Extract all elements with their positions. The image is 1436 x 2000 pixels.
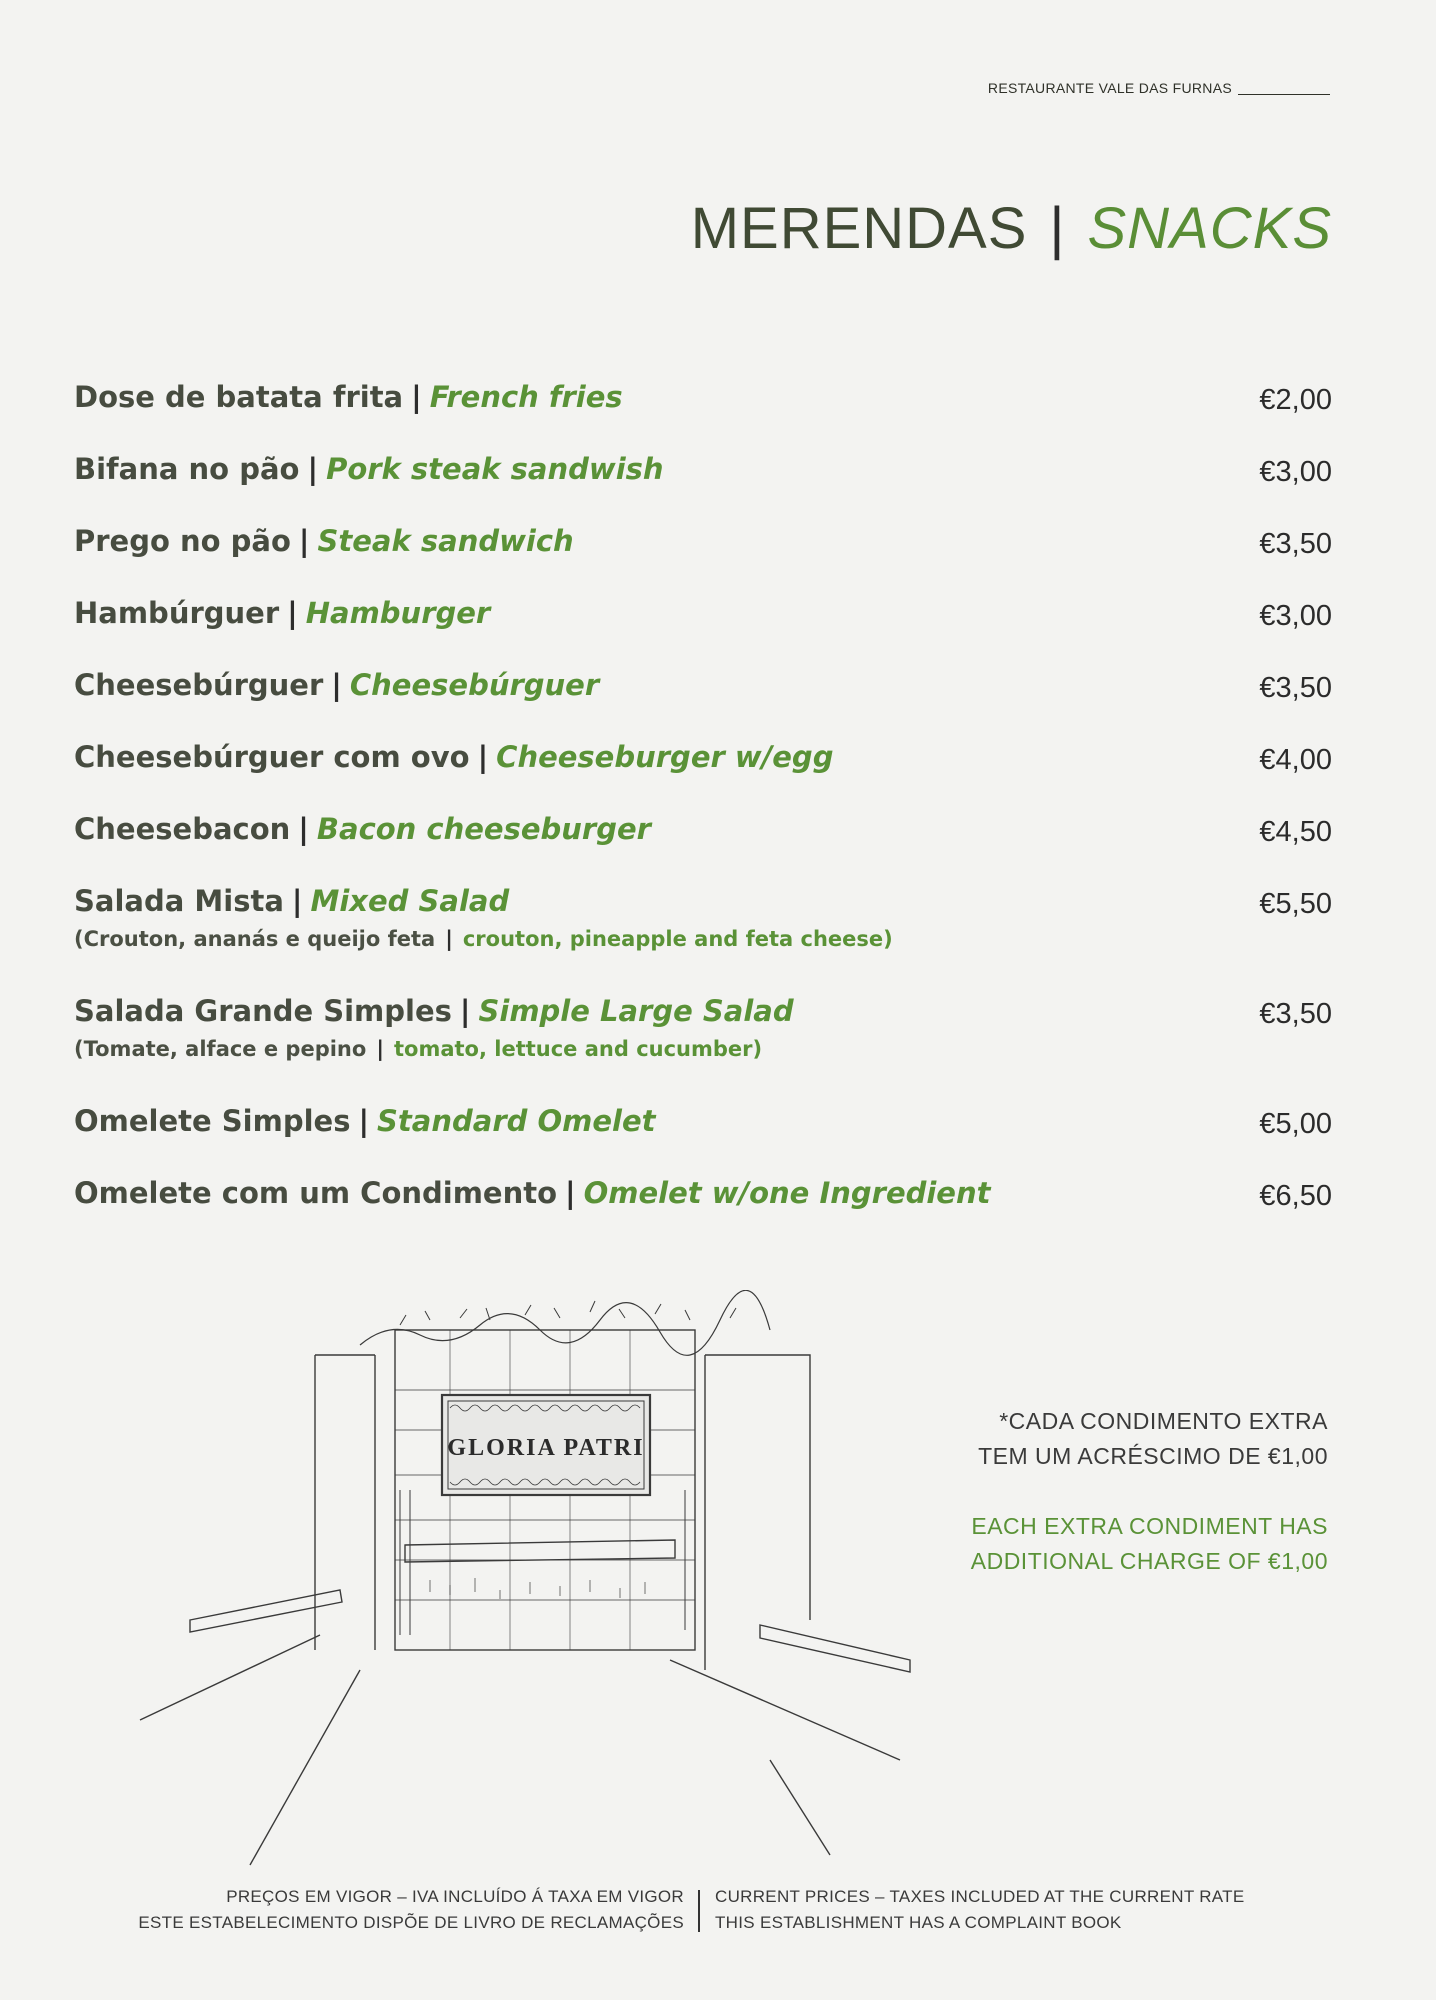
menu-item-name-pt: Salada Mista: [74, 884, 284, 918]
footer-en-line1: CURRENT PRICES – TAXES INCLUDED AT THE CURRENT RATE: [715, 1887, 1245, 1906]
menu-item: [74, 884, 1332, 951]
menu-item-separator: |: [565, 1176, 576, 1210]
menu-item-name-pt: Cheesebúrguer com ovo: [74, 740, 470, 774]
menu-item-price: €5,50: [1259, 888, 1332, 920]
menu-item-description-en: tomato, lettuce and cucumber): [393, 1036, 763, 1061]
menu-item-price: €4,00: [1259, 744, 1332, 776]
menu-item-price: €3,00: [1259, 600, 1332, 632]
title-pt: MERENDAS: [690, 196, 1028, 261]
menu-item-name-en: Simple Large Salad: [478, 994, 794, 1028]
menu-item-description-pt: (Crouton, ananás e queijo feta: [74, 926, 436, 951]
note-pt-line2: TEM UM ACRÉSCIMO DE €1,00: [978, 1442, 1328, 1469]
restaurant-name: [988, 80, 1330, 96]
menu-item-name-pt: Salada Grande Simples: [74, 994, 452, 1028]
extra-condiment-note-pt: [978, 1404, 1328, 1473]
menu-item-price: €5,00: [1259, 1108, 1332, 1140]
menu-item-price: €3,50: [1259, 528, 1332, 560]
menu-item: [74, 812, 1332, 847]
note-pt-line1: *CADA CONDIMENTO EXTRA: [999, 1408, 1328, 1434]
menu-item-name-en: Bacon cheeseburger: [316, 812, 651, 846]
menu-item-description-en: crouton, pineapple and feta cheese): [462, 926, 893, 951]
menu-item-price: €2,00: [1259, 384, 1332, 416]
menu-item-name-en: Cheesebúrguer: [349, 668, 600, 702]
title-en: SNACKS: [1087, 196, 1332, 261]
menu-item-description-pt: (Tomate, alface e pepino: [74, 1036, 367, 1061]
footer-pt-line2: ESTE ESTABELECIMENTO DISPÕE DE LIVRO DE RECLAMAÇÕES: [138, 1913, 684, 1933]
footer-divider: [698, 1890, 700, 1932]
menu-item-separator: |: [307, 452, 319, 486]
menu-item-separator: |: [331, 668, 342, 702]
menu-item-price: €6,50: [1259, 1180, 1332, 1212]
menu-item-price: €3,50: [1259, 998, 1332, 1030]
menu-item-name: [74, 524, 1332, 559]
menu-item-name-en: Steak sandwich: [317, 524, 574, 558]
menu-item-separator: |: [291, 884, 303, 918]
menu-item-name: [74, 1104, 1332, 1139]
menu-item-name-pt: Cheesebúrguer: [74, 668, 324, 702]
menu-item-name-en: Hamburger: [305, 596, 491, 630]
menu-item-name-pt: Omelete Simples: [74, 1104, 351, 1138]
menu-item-name-pt: Prego no pão: [74, 524, 291, 558]
menu-item-name-pt: Omelete com um Condimento: [74, 1176, 558, 1210]
menu-item-name-pt: Cheesebacon: [74, 812, 291, 846]
menu-item-separator: |: [459, 994, 471, 1028]
menu-item-name-en: Standard Omelet: [377, 1104, 656, 1138]
menu-item-name-pt: Hambúrguer: [74, 596, 280, 630]
menu-item-name: [74, 380, 1332, 415]
footer-en-line2: THIS ESTABLISHMENT HAS A COMPLAINT BOOK: [715, 1913, 1122, 1933]
menu-item-name: [74, 994, 1332, 1029]
menu-item-price: €3,50: [1259, 672, 1332, 704]
menu-item-separator: |: [358, 1104, 370, 1138]
menu-item-description-separator: |: [445, 926, 453, 951]
menu-item-name-pt: Dose de batata frita: [74, 380, 404, 414]
menu-item: [74, 596, 1332, 631]
menu-item: [74, 452, 1332, 487]
menu-item-name-en: Omelet w/one Ingredient: [583, 1176, 991, 1210]
menu-item: [74, 740, 1332, 775]
menu-item: [74, 994, 1332, 1061]
signature-rule: [1238, 94, 1330, 95]
note-en-line1: EACH EXTRA CONDIMENT HAS: [971, 1513, 1328, 1539]
menu-item-separator: |: [477, 740, 489, 774]
menu-item: [74, 380, 1332, 415]
menu-item-name: [74, 740, 1332, 775]
note-en-line2: ADDITIONAL CHARGE OF €1,00: [970, 1547, 1328, 1574]
menu-item-name-pt: Bifana no pão: [74, 452, 300, 486]
menu-item-separator: |: [298, 524, 310, 558]
page-title: [690, 196, 1332, 261]
menu-item-name: [74, 812, 1332, 847]
menu-item-name: [74, 884, 1332, 919]
menu-item-description: [74, 927, 1332, 951]
menu-item-name-en: French fries: [429, 380, 623, 414]
menu-item-separator: |: [411, 380, 422, 414]
menu-item-name-en: Mixed Salad: [310, 884, 510, 918]
fountain-illustration: [130, 1290, 920, 1870]
menu-item: [74, 1176, 1332, 1211]
menu-item-price: €3,00: [1259, 456, 1332, 488]
restaurant-name-text: RESTAURANTE VALE DAS FURNAS: [987, 80, 1232, 96]
menu-item-name: [74, 1176, 1332, 1211]
menu-item-name-en: Pork steak sandwish: [326, 452, 664, 486]
menu-item: [74, 524, 1332, 559]
menu-item-name: [74, 668, 1332, 703]
menu-item-description: [74, 1037, 1332, 1061]
menu-item-separator: |: [287, 596, 298, 630]
sign-text: GLORIA PATRI: [447, 1435, 645, 1461]
menu-item-name-en: Cheeseburger w/egg: [496, 740, 834, 774]
menu-item-name: [74, 596, 1332, 631]
menu-item-price: €4,50: [1259, 816, 1332, 848]
footer-pt: [138, 1884, 684, 1937]
footer-en: [715, 1884, 1245, 1937]
extra-condiment-note-en: [971, 1509, 1328, 1578]
menu-item: [74, 668, 1332, 703]
title-separator: |: [1049, 196, 1066, 261]
menu-item-name: [74, 452, 1332, 487]
menu-item: [74, 1104, 1332, 1139]
menu-item-description-separator: |: [376, 1036, 384, 1061]
menu-item-separator: |: [298, 812, 309, 846]
footer-pt-line1: PREÇOS EM VIGOR – IVA INCLUÍDO Á TAXA EM VIGOR: [226, 1887, 684, 1906]
